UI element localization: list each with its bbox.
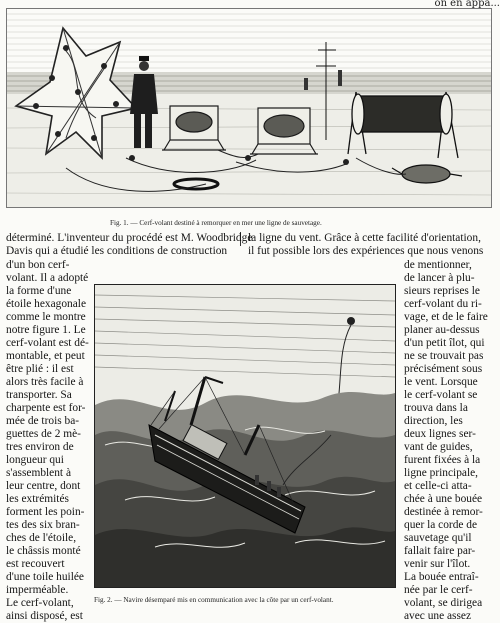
text-line: vant de guides,: [404, 441, 473, 453]
column-1-narrow-text: [6, 259, 92, 622]
text-line: cerf-volant du ri-: [404, 298, 482, 310]
figure-1-caption: Fig. 1. — Cerf-volant destiné à remorquer en mer une ligne de sauvetage.: [110, 219, 322, 227]
text-line: s'assemblent à: [6, 467, 72, 479]
text-line: ne se trouvait pas: [404, 350, 484, 362]
text-line: d'un bon cerf-: [6, 259, 70, 271]
text-line: la forme d'une: [6, 285, 72, 297]
text-line: destinée à remor-: [404, 506, 483, 518]
text-line: montable, et peut: [6, 350, 85, 362]
text-line: longueur qui: [6, 454, 64, 466]
text-line: précisément sous: [404, 363, 483, 375]
text-line: volant, se dirigea: [404, 597, 483, 609]
text-line: tes des six bran-: [6, 519, 80, 531]
text-line: tres environ de: [6, 441, 74, 453]
text-line: imperméable.: [6, 584, 69, 596]
text-line: de lancer à plu-: [404, 272, 475, 284]
column-2-text: [248, 232, 498, 262]
text-line: avec une assez: [404, 610, 472, 622]
text-line: le vent. Lorsque: [404, 376, 478, 388]
text-line: guettes de 2 mè-: [6, 428, 81, 440]
text-line: être plié : il est: [6, 363, 74, 375]
text-line: alors très facile à: [6, 376, 84, 388]
text-line: Davis qui a étudié les conditions de construction: [6, 245, 228, 257]
text-line: née par le cerf-: [404, 584, 473, 596]
text-line: comme le montre: [6, 311, 86, 323]
text-line: leur centre, dont: [6, 480, 81, 492]
column-2-narrow-text: [404, 259, 500, 622]
text-line: d'un petit îlot, qui: [404, 337, 485, 349]
text-line: est recouvert: [6, 558, 65, 570]
text-line: Le cerf-volant,: [6, 597, 74, 609]
text-line: charpente est for-: [6, 402, 86, 414]
text-line: sieurs reprises le: [404, 285, 480, 297]
text-line: ainsi disposé, est: [6, 610, 83, 622]
text-line: fallait faire par-: [404, 545, 476, 557]
text-line: déterminé. L'inventeur du procédé est M. Woodbridge: [6, 232, 253, 244]
text-line: venir sur l'îlot.: [404, 558, 471, 570]
figure-1-illustration: [6, 8, 492, 208]
text-line: deux lignes ser-: [404, 428, 476, 440]
text-line: étoile hexagonale: [6, 298, 87, 310]
text-line: La bouée entraî-: [404, 571, 479, 583]
figure-2-caption: Fig. 2. — Navire désemparé mis en communication avec la côte par un cerf-volant.: [94, 596, 334, 604]
figure-2-illustration: [95, 285, 395, 587]
text-line: direction, les: [404, 415, 463, 427]
text-line: d'une toile huilée: [6, 571, 84, 583]
text-line: le châssis monté: [6, 545, 81, 557]
text-line: de mentionner,: [404, 259, 472, 271]
text-line: volant. Il a adopté: [6, 272, 89, 284]
text-line: furent fixées à la: [404, 454, 481, 466]
text-line: les extrémités: [6, 493, 69, 505]
text-line: transporter. Sa: [6, 389, 72, 401]
text-line: il fut possible lors des expériences que nous venons: [248, 245, 484, 257]
top-text-fragment: on en appa...: [434, 0, 500, 9]
text-line: chée à une bouée: [404, 493, 483, 505]
text-line: planer au-dessus: [404, 324, 480, 336]
text-line: trouva dans la: [404, 402, 468, 414]
text-line: mée de trois ba-: [6, 415, 80, 427]
text-line: ches de l'étoile,: [6, 532, 77, 544]
text-line: le cerf-volant se: [404, 389, 478, 401]
text-line: et celle-ci atta-: [404, 480, 472, 492]
text-line: forment les poin-: [6, 506, 85, 518]
text-line: la ligne du vent. Grâce à cette facilité d'orientation,: [248, 232, 481, 244]
text-line: notre figure 1. Le: [6, 324, 86, 336]
figure-2-frame: [94, 284, 396, 588]
text-line: ligne principale,: [404, 467, 479, 479]
text-line: vage, et de le faire: [404, 311, 488, 323]
text-line: cerf-volant est dé-: [6, 337, 89, 349]
text-line: quer la corde de: [404, 519, 478, 531]
text-line: sauvetage qu'il: [404, 532, 472, 544]
